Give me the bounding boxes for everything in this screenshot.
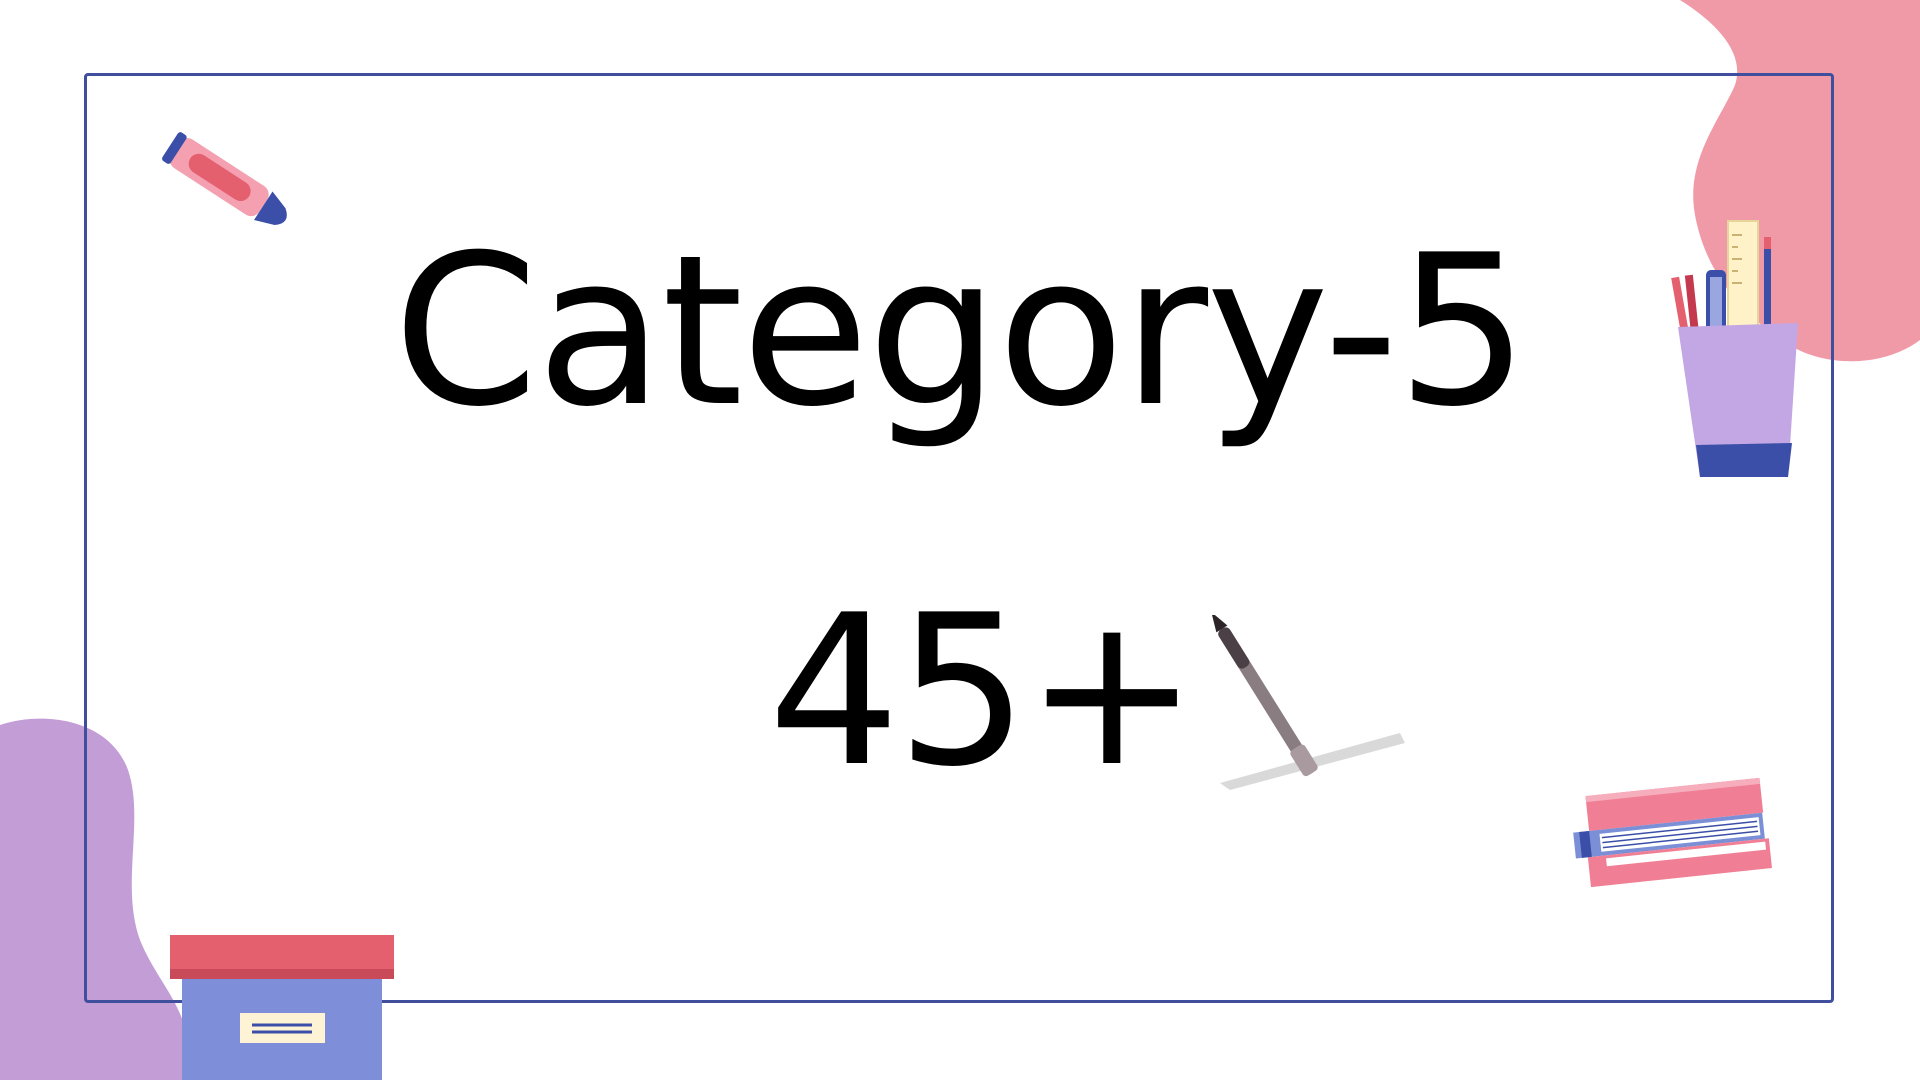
- pen-icon: [1200, 615, 1410, 795]
- storage-box-icon: [170, 935, 395, 1080]
- marker-icon: [155, 125, 315, 245]
- slide-title: Category-5: [393, 211, 1527, 453]
- books-icon: [1570, 765, 1780, 905]
- slide-subtitle: 45+: [768, 571, 1195, 813]
